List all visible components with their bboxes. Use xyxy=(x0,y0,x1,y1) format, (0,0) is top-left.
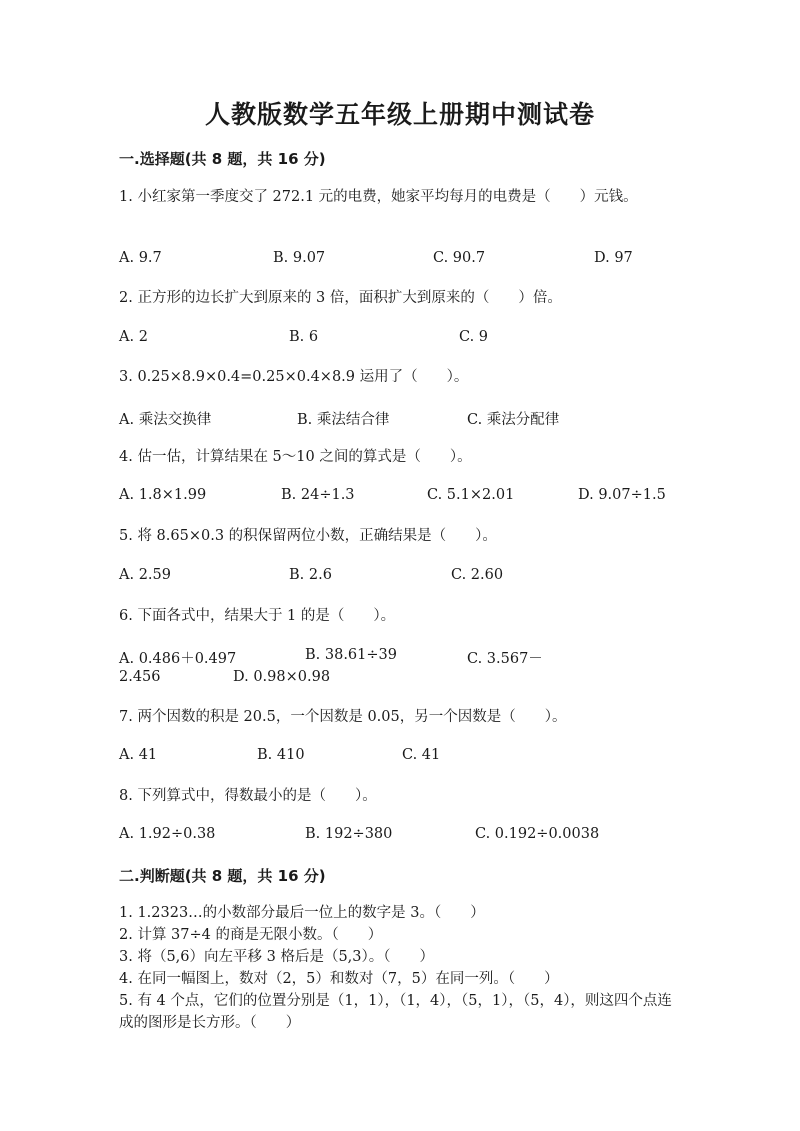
section-heading-judgment: 二.判断题(共 8 题，共 16 分) xyxy=(119,867,326,885)
question-2: 2. 正方形的边长扩大到原来的 3 倍，面积扩大到原来的（ ）倍。 xyxy=(119,290,562,306)
question-6: 6. 下面各式中，结果大于 1 的是（ ）。 xyxy=(119,608,396,624)
option: B. 38.61÷39 xyxy=(305,647,397,663)
option: A. 41 xyxy=(119,747,158,763)
option: C. 90.7 xyxy=(433,250,486,266)
option: A. 2 xyxy=(119,329,148,345)
judgment-item-4: 4. 在同一幅图上，数对（2，5）和数对（7，5）在同一列。（ ） xyxy=(119,971,559,987)
option: C. 2.60 xyxy=(451,567,504,583)
judgment-item-1: 1. 1.2323…的小数部分最后一位上的数字是 3。（ ） xyxy=(119,905,485,921)
option: A. 1.92÷0.38 xyxy=(119,826,216,842)
option: B. 乘法结合律 xyxy=(297,412,390,428)
option: D. 0.98×0.98 xyxy=(233,669,331,685)
option: D. 9.07÷1.5 xyxy=(578,487,666,503)
option: A. 2.59 xyxy=(119,567,171,583)
option: A. 乘法交换律 xyxy=(119,412,212,428)
option: D. 97 xyxy=(594,250,633,266)
option: C. 5.1×2.01 xyxy=(427,487,515,503)
option: B. 192÷380 xyxy=(305,826,393,842)
option: B. 2.6 xyxy=(289,567,332,583)
judgment-item-5: 5. 有 4 个点，它们的位置分别是（1，1），（1，4），（5，1），（5，4），则这四个点连成的图形是长方形。（ ） xyxy=(119,993,672,1031)
judgment-item-3: 3. 将（5,6）向左平移 3 格后是（5,3）。（ ） xyxy=(119,949,435,965)
question-4: 4. 估一估，计算结果在 5～10 之间的算式是（ ）。 xyxy=(119,449,472,465)
option: B. 6 xyxy=(289,329,319,345)
page-title: 人教版数学五年级上册期中测试卷 xyxy=(204,100,595,129)
option: C. 乘法分配律 xyxy=(467,412,560,428)
question-5: 5. 将 8.65×0.3 的积保留两位小数，正确结果是（ ）。 xyxy=(119,528,497,544)
option: C. 3.567－ xyxy=(467,651,543,667)
section-heading-choice: 一.选择题(共 8 题，共 16 分) xyxy=(119,150,326,168)
option: C. 41 xyxy=(402,747,441,763)
option: B. 9.07 xyxy=(273,250,326,266)
option: B. 410 xyxy=(257,747,305,763)
option: A. 1.8×1.99 xyxy=(119,487,207,503)
option: C. 0.192÷0.0038 xyxy=(475,826,600,842)
option: B. 24÷1.3 xyxy=(281,487,355,503)
option: A. 0.486＋0.497 xyxy=(119,651,237,667)
question-8: 8. 下列算式中，得数最小的是（ ）。 xyxy=(119,788,377,804)
question-3: 3. 0.25×8.9×0.4=0.25×0.4×8.9 运用了（ ）。 xyxy=(119,369,469,385)
option: A. 9.7 xyxy=(119,250,162,266)
judgment-item-2: 2. 计算 37÷4 的商是无限小数。（ ） xyxy=(119,927,383,943)
question-7: 7. 两个因数的积是 20.5，一个因数是 0.05，另一个因数是（ ）。 xyxy=(119,709,567,725)
option-continued: 2.456 xyxy=(119,669,161,685)
question-1: 1. 小红家第一季度交了 272.1 元的电费，她家平均每月的电费是（ ）元钱。 xyxy=(119,189,638,205)
option: C. 9 xyxy=(459,329,489,345)
